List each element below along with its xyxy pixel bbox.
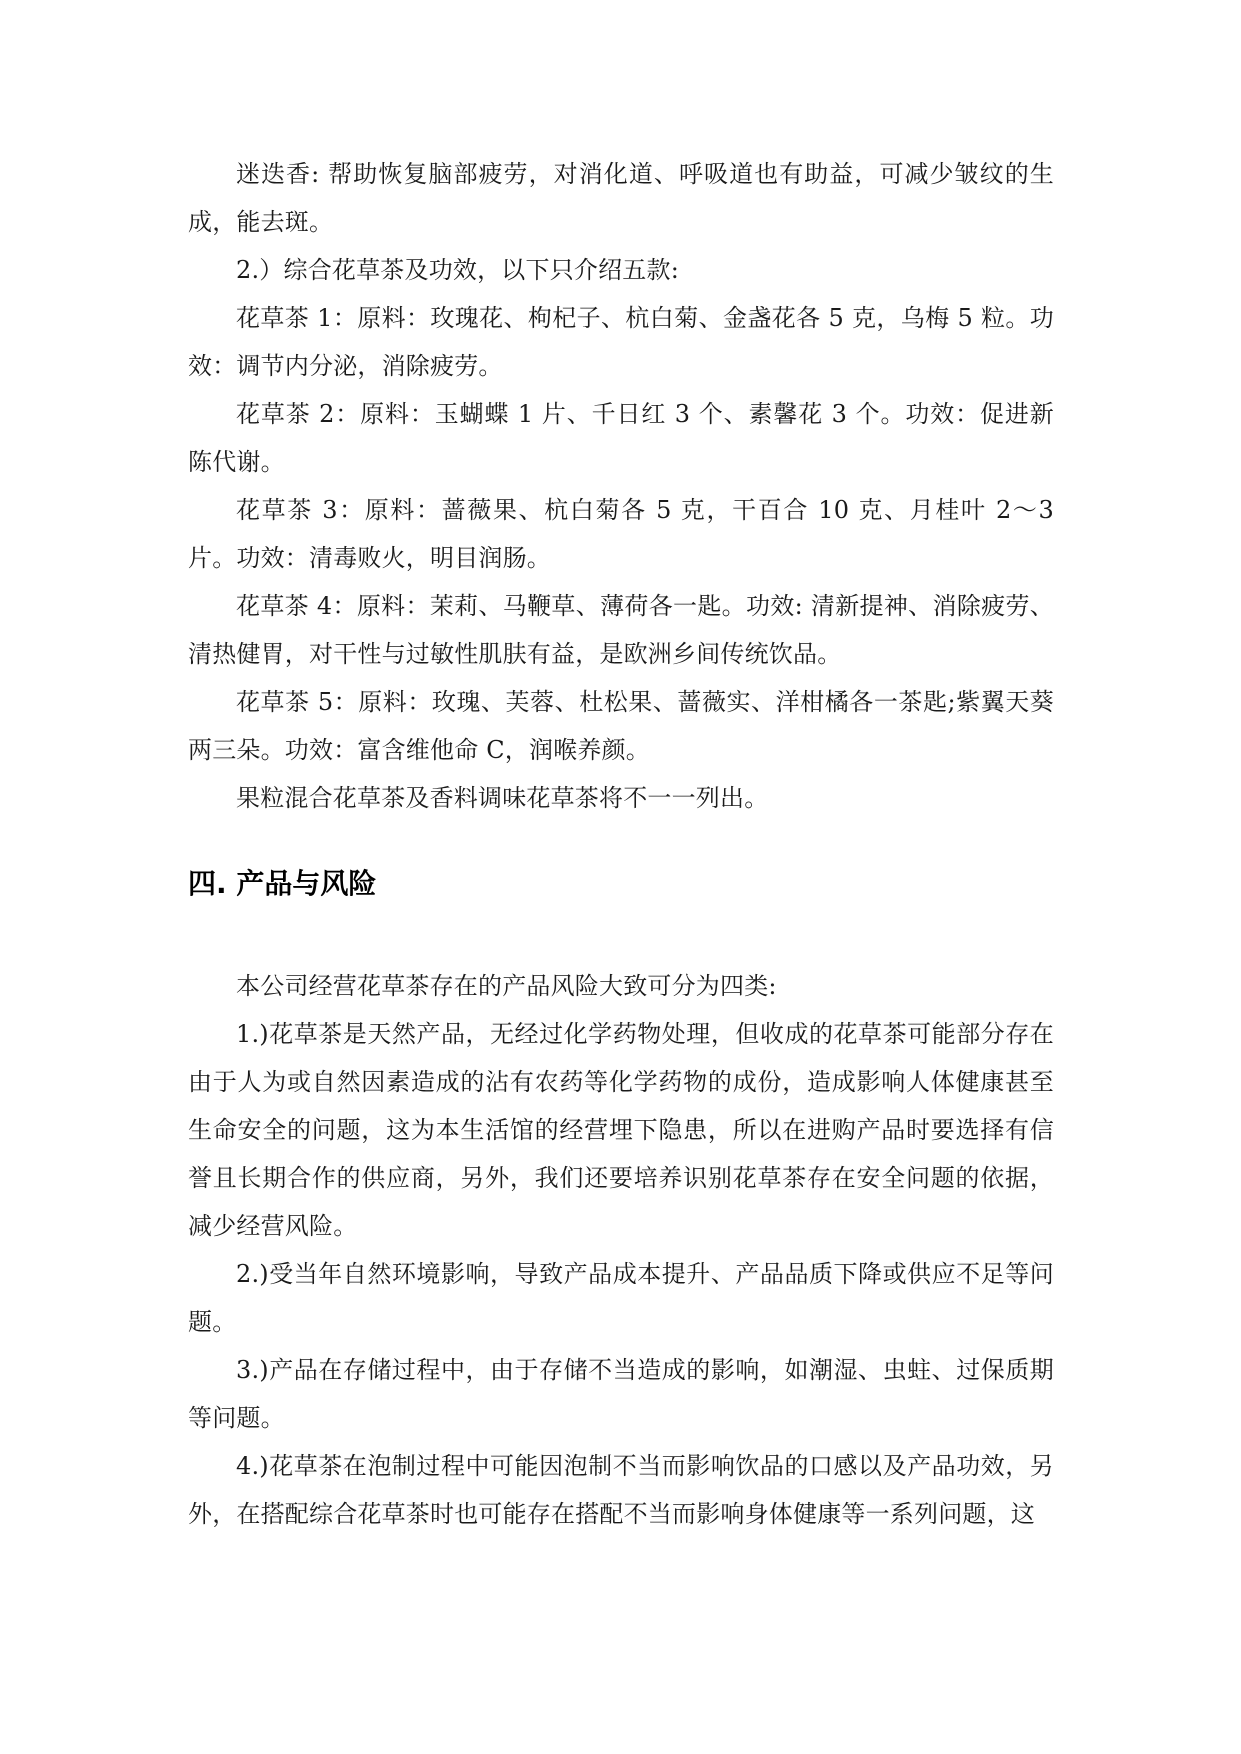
paragraph-tea-1: 花草茶 1：原料：玫瑰花、枸杞子、杭白菊、金盏花各 5 克，乌梅 5 粒。功效：调节内分泌，消除疲劳。 xyxy=(188,304,1054,380)
paragraph-tea-5: 花草茶 5：原料：玫瑰、芙蓉、杜松果、蔷薇实、洋柑橘各一茶匙;紫翼天葵两三朵。功效：富含维他命 C，润喉养颜。 xyxy=(188,688,1054,764)
paragraph-risk-4: 4.)花草茶在泡制过程中可能因泡制不当而影响饮品的口感以及产品功效，另外，在搭配综合花草茶时也可能存在搭配不当而影响身体健康等一系列问题，这 xyxy=(188,1452,1054,1528)
paragraph-blend-intro: 2.）综合花草茶及功效，以下只介绍五款: xyxy=(236,256,679,284)
paragraph-risk-3: 3.)产品在存储过程中，由于存储不当造成的影响，如潮湿、虫蛀、过保质期等问题。 xyxy=(188,1356,1054,1432)
paragraph-closing: 果粒混合花草茶及香料调味花草茶将不一一列出。 xyxy=(236,784,769,812)
page-content xyxy=(188,150,1054,1538)
paragraph-risk-1: 1.)花草茶是天然产品，无经过化学药物处理，但收成的花草茶可能部分存在由于人为或自然因素造成的沾有农药等化学药物的成份，造成影响人体健康甚至生命安全的问题，这为本生活馆的经营埋下隐患，所以在进购产品时要选择有信誉且长期合作的供应商，另外，我们还要培养识别花草茶存在安全问题的依据，减少经营风险。 xyxy=(188,1020,1054,1240)
paragraph-risk-intro: 本公司经营花草茶存在的产品风险大致可分为四类: xyxy=(236,972,777,1000)
paragraph-tea-3: 花草茶 3：原料：蔷薇果、杭白菊各 5 克，干百合 10 克、月桂叶 2～3 片。功效：清毒败火，明目润肠。 xyxy=(188,496,1054,572)
spacer xyxy=(188,822,1054,864)
section-title: 四. 产品与风险 xyxy=(188,867,377,900)
paragraph-tea-2: 花草茶 2：原料：玉蝴蝶 1 片、千日红 3 个、素馨花 3 个。功效：促进新陈代谢。 xyxy=(188,400,1054,476)
paragraph-rosemary: 迷迭香: 帮助恢复脑部疲劳，对消化道、呼吸道也有助益，可减少皱纹的生成，能去斑。 xyxy=(188,160,1054,236)
paragraph-tea-4: 花草茶 4：原料：茉莉、马鞭草、薄荷各一匙。功效: 清新提神、消除疲劳、清热健胃，对干性与过敏性肌肤有益，是欧洲乡间传统饮品。 xyxy=(188,592,1054,668)
paragraph-risk-2: 2.)受当年自然环境影响，导致产品成本提升、产品品质下降或供应不足等问题。 xyxy=(188,1260,1054,1336)
spacer xyxy=(188,904,1054,962)
